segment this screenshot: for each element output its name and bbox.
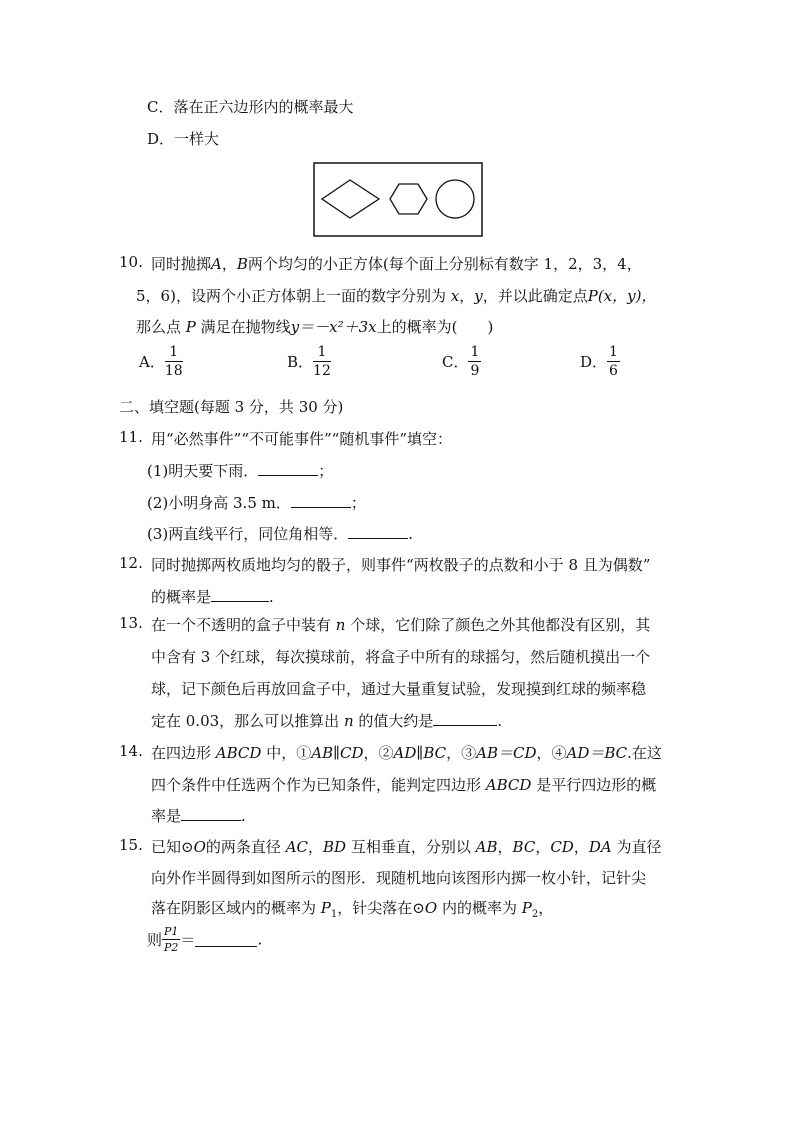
q15-line2: 向外作半圆得到如图所示的图形．现随机地向该图形内掷一枚小针，记针尖 — [151, 869, 647, 887]
answer-blank — [291, 493, 351, 508]
q13-line1: 在一个不透明的盒子中装有 n 个球，它们除了颜色之外其他都没有区别，其 — [151, 616, 651, 634]
ratio-fraction: $\frac{P1}{P2}$ — [164, 925, 179, 954]
q11-sub3: (3)两直线平行，同位角相等． . — [147, 525, 414, 543]
hexagon-shape — [390, 184, 427, 214]
circle-shape — [436, 180, 474, 218]
q13-line4: 定在 0.03，那么可以推算出 n 的值大约是 . — [151, 712, 503, 730]
q15-line4: 则 $\frac{P1}{P2}$ ＝ . — [147, 925, 263, 954]
answer-blank — [433, 711, 497, 726]
q14-line2: 四个条件中任选两个作为已知条件，能判定四边形 ABCD 是平行四边形的概 — [151, 776, 657, 794]
q15-line3: 落在阴影区域内的概率为 $P_1$，针尖落在⊙O 内的概率为 $P_2$， — [151, 899, 554, 920]
q10-line3: 那么点 P 满足在抛物线y＝－x²＋3x上的概率为( ) — [136, 318, 494, 336]
q12-line2: 的概率是 . — [151, 588, 274, 606]
q12-number: 12. — [119, 554, 143, 572]
q12-line1: 同时抛掷两枚质地均匀的骰子，则事件“两枚骰子的点数和小于 8 且为偶数” — [151, 556, 651, 574]
q10-option-b: B． $\frac{1}{12}$ — [287, 344, 331, 379]
q13-line3: 球，记下颜色后再放回盒子中，通过大量重复试验，发现摸到红球的频率稳 — [151, 680, 647, 698]
q10-number: 10. — [119, 253, 143, 271]
q10-option-c: C． $\frac{1}{9}$ — [442, 344, 480, 379]
figure-frame — [314, 163, 482, 236]
q14-number: 14. — [119, 742, 143, 760]
q13-line2: 中含有 3 个红球，每次摸球前，将盒子中所有的球摇匀，然后随机摸出一个 — [151, 648, 651, 666]
q15-number: 15. — [119, 836, 143, 854]
q14-line1: 在四边形 ABCD 中，①AB∥CD，②AD∥BC，③AB＝CD，④AD＝BC.在这 — [151, 744, 662, 762]
q11-sub2: (2)小明身高 3.5 m． ； — [147, 494, 366, 512]
answer-blank — [195, 932, 257, 947]
q11-stem: 用“必然事件”“不可能事件”“随机事件”填空： — [151, 430, 453, 448]
answer-blank — [181, 806, 241, 821]
q11-number: 11. — [119, 428, 143, 446]
option-d: D．一样大 — [147, 130, 220, 148]
answer-blank — [211, 587, 269, 602]
rhombus-shape — [322, 180, 379, 218]
q10-line2: 5，6)，设两个小正方体朝上一面的数字分别为 x，y，并以此确定点P(x，y)， — [136, 287, 657, 305]
q13-number: 13. — [119, 614, 143, 632]
q10-line1: 同时抛掷A，B两个均匀的小正方体(每个面上分别标有数字 1，2，3，4， — [151, 255, 642, 273]
q15-line1: 已知⊙O的两条直径 AC，BD 互相垂直，分别以 AB，BC，CD，DA 为直径 — [151, 838, 662, 856]
q10-option-d: D． $\frac{1}{6}$ — [580, 344, 618, 379]
section-heading: 二、填空题(每题 3 分，共 30 分) — [119, 398, 344, 416]
q10-option-a: A． $\frac{1}{18}$ — [139, 344, 183, 379]
q11-sub1: (1)明天要下雨． ； — [147, 462, 334, 480]
q14-line3: 率是 . — [151, 807, 246, 825]
shapes-figure — [312, 162, 484, 238]
answer-blank — [258, 461, 318, 476]
option-c: C．落在正六边形内的概率最大 — [147, 98, 354, 116]
answer-blank — [348, 524, 408, 539]
